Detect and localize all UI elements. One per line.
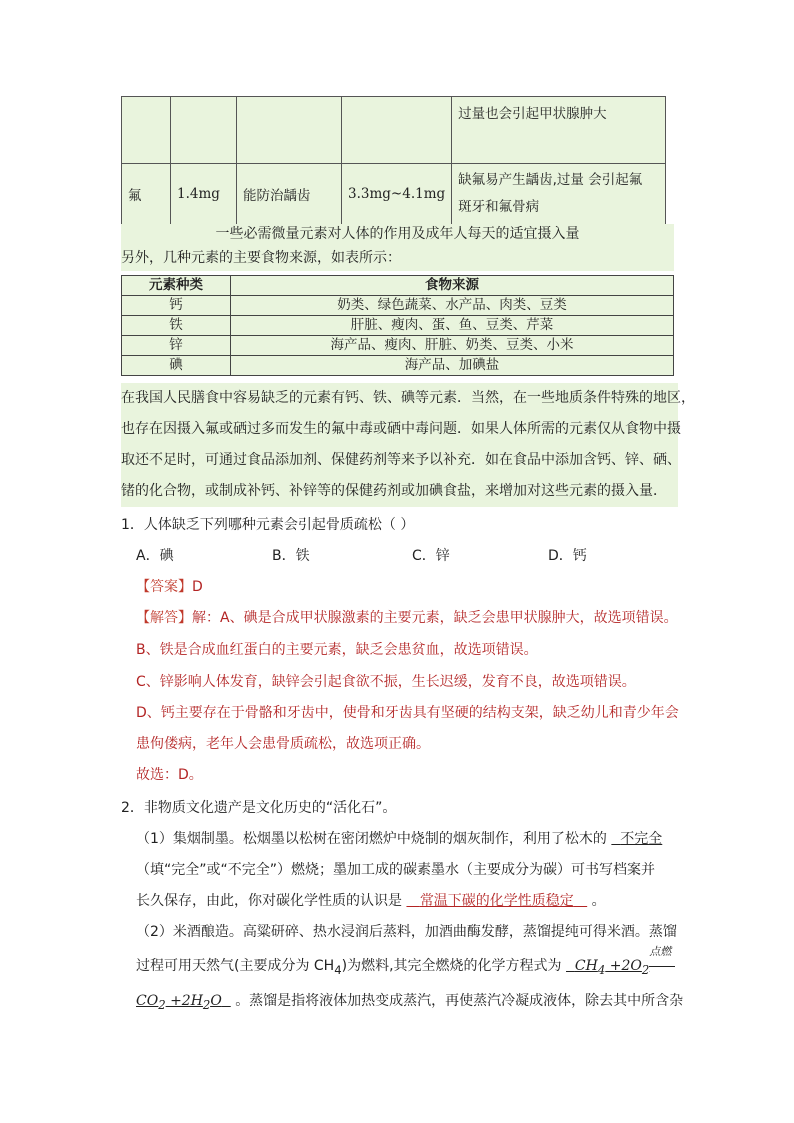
intro-text: 另外，几种元素的主要食物来源，如表所示： bbox=[121, 245, 674, 271]
trace-element-table bbox=[121, 96, 666, 225]
table-row bbox=[122, 164, 666, 225]
analysis-label: 【解答】 bbox=[136, 610, 192, 626]
element-note bbox=[452, 164, 666, 225]
subscript: 2 bbox=[158, 997, 166, 1012]
subscript: 2 bbox=[641, 962, 650, 977]
q2-part1-line bbox=[136, 891, 606, 911]
q2-text: 。蒸馏是指将液体加热变成蒸汽，再使蒸汽冷凝成液体，除去其中所含杂 bbox=[235, 993, 684, 1009]
source-cell: 海产品、加碘盐 bbox=[231, 356, 674, 376]
q2-text: 长久保存，由此，你对碳化学性质的认识是 bbox=[136, 893, 402, 909]
q2-text: )为燃料,其完全燃烧的化学方程式为 bbox=[341, 958, 562, 974]
table-header-row bbox=[122, 276, 674, 296]
question-2-stem: 2．非物质文化遗产是文化历史的“活化石”。 bbox=[121, 800, 397, 816]
analysis-line bbox=[136, 608, 678, 628]
analysis-line: C、锌影响人体发育，缺锌会引起食欲不振，生长迟缓，发育不良，故选项错误。 bbox=[136, 674, 636, 690]
intake-amount: 1.4mg bbox=[171, 164, 237, 225]
condition-text: 点燃 bbox=[649, 945, 672, 958]
q2-text: 过程可用天然气(主要成分为 CH bbox=[136, 958, 335, 974]
paragraph-line: 在我国人民膳食中容易缺乏的元素有钙、铁、碘等元素．当然，在一些地质条件特殊的地区， bbox=[121, 390, 695, 406]
note-line: 斑牙和氟骨病 bbox=[458, 199, 540, 215]
q2-text: 。 bbox=[591, 893, 606, 909]
question-1-stem: 1．人体缺乏下列哪种元素会引起骨质疏松（ ） bbox=[121, 517, 415, 533]
eq-text: +2H bbox=[165, 993, 203, 1009]
q2-text: （1）集烟制墨。松烟墨以松树在密闭燃炉中烧制的烟灰制作，利用了松木的 bbox=[136, 831, 607, 847]
option-c: C．锌 bbox=[412, 548, 450, 564]
analysis-text: 解：A、碘是合成甲状腺激素的主要元素，缺乏会患甲状腺肿大，故选项错误。 bbox=[192, 610, 678, 626]
source-cell: 海产品、瘦肉、肝脏、奶类、豆类、小米 bbox=[231, 336, 674, 356]
element-function: 能防治龋齿 bbox=[237, 164, 342, 225]
table-cell bbox=[342, 97, 452, 164]
q2-part2-line bbox=[136, 945, 675, 980]
table-cell: 过量也会引起甲状腺肿大 bbox=[452, 97, 666, 164]
paragraph-line: 取还不足时，可通过食品添加剂、保健药剂等来予以补充．如在食品中添加含钙、锌、硒、 bbox=[121, 452, 681, 468]
equation-blank bbox=[136, 993, 231, 1012]
q2-part1-line bbox=[136, 829, 662, 849]
element-cell: 铁 bbox=[122, 316, 231, 336]
choose-line: 故选：D。 bbox=[136, 767, 203, 783]
element-cell: 碘 bbox=[122, 356, 231, 376]
column-header: 食物来源 bbox=[231, 276, 674, 296]
q2-part2-line bbox=[136, 991, 683, 1015]
table-caption: 一些必需微量元素对人体的作用及成年人每天的适宜摄入量 bbox=[121, 224, 674, 245]
intake-range: 3.3mg~4.1mg bbox=[342, 164, 452, 225]
body-paragraph bbox=[121, 383, 695, 507]
analysis-line: B、铁是合成血红蛋白的主要元素，缺乏会患贫血，故选项错误。 bbox=[136, 642, 538, 658]
subscript: 4 bbox=[334, 962, 342, 977]
option-b: B．铁 bbox=[272, 548, 310, 564]
analysis-line: 患佝偻病，老年人会患骨质疏松，故选项正确。 bbox=[136, 736, 430, 752]
eq-text: +2O bbox=[605, 958, 642, 974]
answer-value: D bbox=[192, 579, 203, 595]
subscript: 4 bbox=[597, 962, 606, 977]
answer-blank bbox=[611, 831, 662, 847]
source-cell: 肝脏、瘦肉、蛋、鱼、豆类、芹菜 bbox=[231, 316, 674, 336]
option-d: D．钙 bbox=[548, 548, 587, 564]
table-cell bbox=[237, 97, 342, 164]
reaction-condition bbox=[649, 945, 675, 976]
table-row bbox=[122, 316, 674, 336]
eq-text: CH bbox=[574, 958, 598, 974]
element-name: 氟 bbox=[122, 164, 171, 225]
answer-blank bbox=[406, 893, 587, 909]
eq-text: O bbox=[210, 993, 222, 1009]
paragraph-line: 也存在因摄入氟或硒过多而发生的氟中毒或硒中毒问题．如果人体所需的元素仅从食物中摄 bbox=[121, 421, 681, 437]
q2-part2-line: （2）米酒酿造。高粱研碎、热水浸润后蒸料，加酒曲酶发酵，蒸馏提纯可得米酒。蒸馏 bbox=[136, 924, 677, 940]
element-cell: 钙 bbox=[122, 296, 231, 316]
analysis-line: D、钙主要存在于骨骼和牙齿中，使骨和牙齿具有坚硬的结构支架，缺乏幼儿和青少年会 bbox=[136, 705, 679, 721]
note-line: 缺氟易产生龋齿,过量 会引起氟 bbox=[458, 172, 643, 188]
table-cell bbox=[122, 97, 171, 164]
equation-blank bbox=[566, 958, 650, 977]
table-row bbox=[122, 97, 666, 164]
source-cell: 奶类、绿色蔬菜、水产品、肉类、豆类 bbox=[231, 296, 674, 316]
option-a: A．碘 bbox=[136, 548, 174, 564]
paragraph-line: 锗的化合物，或制成补钙、补锌等的保健药剂或加碘食盐，来增加对这些元素的摄入量． bbox=[121, 483, 667, 499]
blank-text: 常温下碳的化学性质稳定 bbox=[419, 893, 574, 909]
answer bbox=[136, 577, 203, 597]
subscript: 2 bbox=[202, 997, 211, 1012]
answer-label: 【答案】 bbox=[136, 579, 192, 595]
table-cell bbox=[171, 97, 237, 164]
table-row bbox=[122, 296, 674, 316]
table-row bbox=[122, 356, 674, 376]
column-header: 元素种类 bbox=[122, 276, 231, 296]
blank-text: 不完全 bbox=[620, 831, 663, 847]
table-row bbox=[122, 336, 674, 356]
food-source-table bbox=[121, 275, 674, 376]
eq-text: CO bbox=[136, 993, 159, 1009]
element-cell: 锌 bbox=[122, 336, 231, 356]
q2-part1-line: （填“完全”或“不完全”）燃烧；墨加工成的碳素墨水（主要成分为碳）可书写档案并 bbox=[136, 862, 656, 878]
